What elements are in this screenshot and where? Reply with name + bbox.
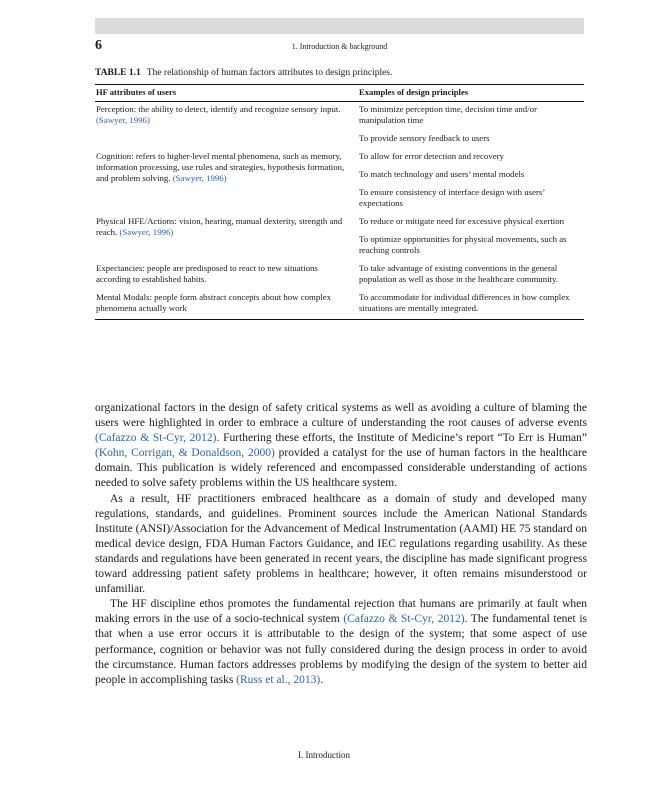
table-caption	[95, 68, 392, 78]
attribute-text: Cognition: refers to higher-level mental phenomena, such as memory, information processing, use rules and strategies, hypothesis formation, and problem solving.	[96, 151, 345, 183]
text-run: . Furthering these efforts, the Institute of Medicine’s report “To Err is Human”	[216, 432, 587, 445]
attribute-cell: Mental Modals: people form abstract concepts about how complex phenomena actually work	[96, 292, 332, 313]
citation-link[interactable]: (Sawyer, 1996)	[119, 227, 174, 237]
running-head: 1. Introduction & background	[291, 42, 388, 51]
attribute-cell: Expectancies: people are predisposed to react to new situations according to established habits.	[96, 263, 318, 284]
table-label: TABLE 1.1	[95, 68, 141, 78]
text-run: provided a catalyst for the use of human factors in the healthcare domain. This publication is widely referenced and encompassed considerable understanding of actions needed to solve safety problems within the US healthcare system.	[95, 447, 587, 490]
table-row	[95, 149, 584, 167]
citation-link[interactable]: (Russ et al., 2013)	[236, 673, 321, 686]
hf-attributes-table	[95, 84, 584, 320]
page-header	[95, 38, 584, 54]
citation-link[interactable]: (Sawyer, 1996)	[96, 115, 150, 125]
paragraph	[95, 597, 587, 688]
paragraph: As a result, HF practitioners embraced healthcare as a domain of study and developed many regulations, standards, and guidelines. Prominent sources include the American National Standards Institute (ANSI)/Association for the Advancement of Medical Instrumentation (AAMI) HE 75 standard on medical device design, FDA Human Factors Guidance, and IEC regulations regarding usability. As these standards and regulations have been generated in recent years, the discipline has made significant progress toward addressing patient safety problems in healthcare; however, it often remains misunderstood or unfamiliar.	[95, 492, 587, 596]
attribute-text: Perception: the ability to detect, identify and recognize sensory input.	[96, 104, 341, 114]
page-footer: I. Introduction	[298, 750, 350, 760]
body-text	[95, 401, 587, 688]
table-row	[95, 214, 584, 232]
text-run: .	[320, 673, 324, 686]
principle-cell: To reduce or mitigate need for excessive physical exertion	[359, 216, 565, 226]
attribute-cell	[95, 214, 358, 261]
principle-cell: To minimize perception time, decision time and/or manipulation time	[359, 104, 537, 125]
text-run: . The fundamental tenet is that when a use error occurs it is attributable to the design of the system; that some aspect of use performance, cognition or behavior was not fully considered during the design process in order to avoid the circumstance. Human factors addresses problems by modifying the design of the system to better aid people in accomplishing tasks	[95, 613, 588, 686]
principle-cell: To provide sensory feedback to users	[359, 133, 490, 143]
table-row	[95, 261, 584, 290]
table-caption-text: The relationship of human factors attributes to design principles.	[146, 68, 393, 78]
text-run: organizational factors in the design of safety critical systems as well as avoiding a culture of blaming the users were highlighted in order to embrace a culture of understanding the root causes of adverse events	[95, 402, 587, 430]
table-header-row	[95, 85, 584, 102]
principle-cell: To match technology and users’ mental models	[359, 169, 525, 179]
page-number: 6	[95, 38, 102, 53]
citation-link[interactable]: (Cafazzo & St-Cyr, 2012)	[343, 613, 465, 626]
citation-link[interactable]: (Kohn, Corrigan, & Donaldson, 2000)	[95, 447, 275, 460]
paragraph	[95, 401, 587, 492]
citation-link[interactable]: (Cafazzo & St-Cyr, 2012)	[95, 432, 217, 445]
text-run: The HF discipline ethos promotes the fundamental rejection that humans are primarily at fault when making errors in the use of a socio-technical system	[95, 598, 587, 626]
attribute-cell	[95, 102, 358, 150]
principle-cell: To take advantage of existing conventions in the general population as well as those in the healthcare community.	[359, 263, 559, 284]
table-row	[95, 102, 584, 132]
principle-cell: To optimize opportunities for physical movements, such as reaching controls	[359, 234, 567, 255]
column-header-attributes: HF attributes of users	[95, 85, 358, 102]
attribute-cell	[95, 149, 358, 214]
attribute-text: Physical HFE/Actions: vision, hearing, manual dexterity, strength and reach.	[96, 216, 343, 237]
table-row	[95, 290, 584, 320]
principle-cell: To accommodate for individual differences in how complex situations are mentally integrated.	[359, 292, 570, 313]
principle-cell: To ensure consistency of interface design with users’ expectations	[359, 187, 545, 208]
top-bar	[95, 18, 584, 34]
principle-cell: To allow for error detection and recovery	[359, 151, 504, 161]
column-header-principles: Examples of design principles	[358, 85, 584, 102]
citation-link[interactable]: (Sawyer, 1996)	[172, 173, 227, 183]
